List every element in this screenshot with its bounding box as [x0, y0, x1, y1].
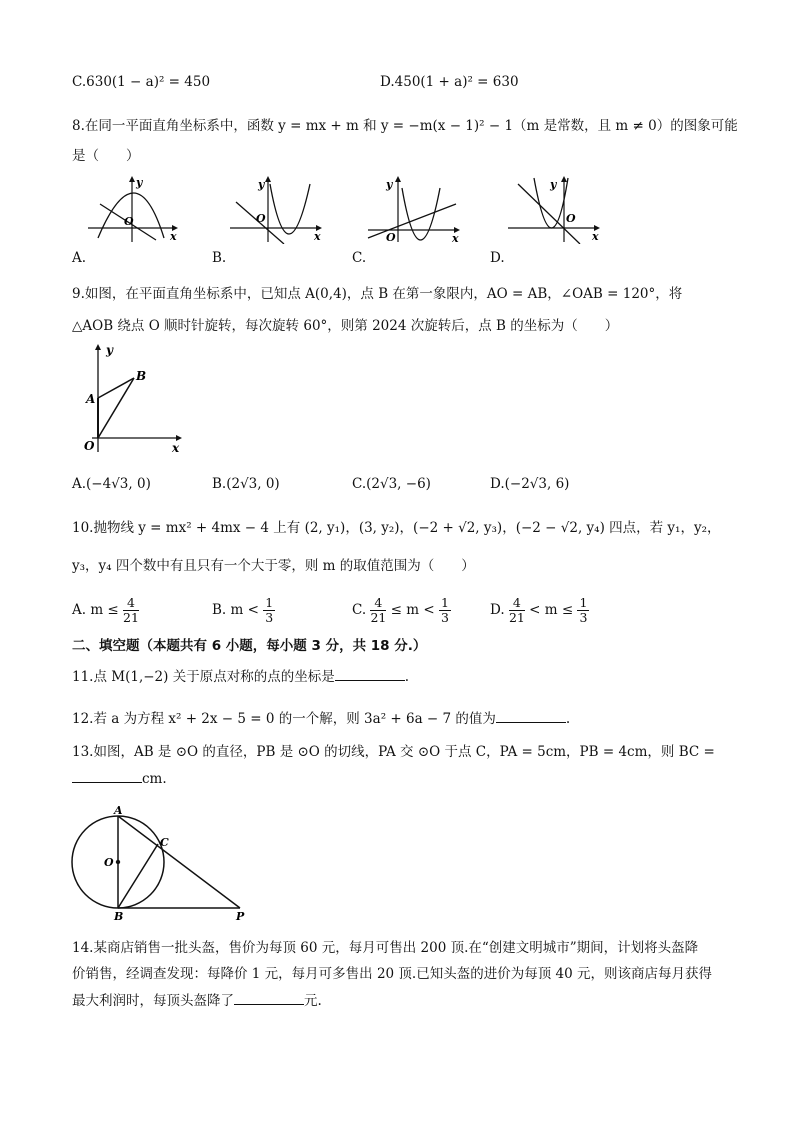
q13-stem-line1: 13.如图，AB 是 ⊙O 的直径，PB 是 ⊙O 的切线，PA 交 ⊙O 于点 C，PA = 5cm，PB = 4cm，则 BC =	[72, 744, 715, 760]
q14-stem-line1: 14.某商店销售一批头盔，售价为每顶 60 元，每月可售出 200 顶.在“创建文明城市”期间，计划将头盔降	[72, 940, 699, 956]
q9-a-label: A	[86, 392, 96, 406]
q10-option-a: A. m ≤ $\frac{4}{21}$	[72, 595, 139, 625]
q10-stem-line2: y₃，y₄ 四个数中有且只有一个大于零，则 m 的取值范围为（ ）	[72, 558, 475, 574]
q7-option-d: D.450(1 + a)² = 630	[380, 74, 519, 90]
q12-answer-blank[interactable]	[496, 708, 566, 723]
graph-d-y-label: y	[550, 178, 557, 191]
graph-c-x-label: x	[452, 232, 459, 244]
q11-answer-blank[interactable]	[335, 666, 405, 681]
graph-b-x-label: x	[314, 230, 321, 243]
q9-option-b: B.(2√3, 0)	[212, 476, 280, 492]
q8-graph-c	[364, 174, 464, 244]
graph-a-origin-label: O	[124, 215, 134, 228]
graph-c-y-label: y	[386, 178, 393, 191]
q10-option-d: D. $\frac{4}{21}$ < m ≤ $\frac{1}{3}$	[490, 595, 588, 625]
graph-a-x-label: x	[170, 230, 177, 243]
q12-stem: 12.若 a 为方程 x² + 2x − 5 = 0 的一个解，则 3a² + 6a − 7 的值为 .	[72, 708, 570, 729]
q9-y-label: y	[106, 343, 113, 357]
q9-option-c: C.(2√3, −6)	[352, 476, 431, 492]
q8-graph-d	[504, 174, 604, 244]
q9-option-a: A.(−4√3, 0)	[72, 476, 151, 492]
q14-stem-line2: 价销售，经调查发现：每降价 1 元，每月可多售出 20 顶.已知头盔的进价为每顶 40 元，则该商店每月获得	[72, 966, 712, 982]
q13-c-label: C	[160, 836, 169, 849]
q13-p-label: P	[236, 910, 245, 923]
graph-b-origin-label: O	[256, 212, 266, 225]
q14-stem-line3: 最大利润时，每顶头盔降了 元.	[72, 990, 322, 1011]
graph-d-x-label: x	[592, 230, 599, 243]
q13-stem-line2: cm.	[72, 768, 167, 789]
q11-stem: 11.点 M(1,−2) 关于原点对称的点的坐标是 .	[72, 666, 409, 687]
q9-option-d: D.(−2√3, 6)	[490, 476, 570, 492]
q8-graph-a	[84, 174, 180, 244]
q8-label-d: D.	[490, 250, 505, 266]
graph-b-y-label: y	[258, 178, 265, 191]
q7-option-c: C.630(1 − a)² = 450	[72, 74, 211, 90]
q8-stem-line2: 是（ ）	[72, 148, 140, 164]
q9-stem-line1: 9.如图，在平面直角坐标系中，已知点 A(0,4)，点 B 在第一象限内，AO = AB，∠OAB = 120°，将	[72, 286, 683, 302]
q13-answer-blank[interactable]	[72, 768, 142, 783]
q9-stem-line2: △AOB 绕点 O 顺时针旋转，每次旋转 60°，则第 2024 次旋转后，点 B 的坐标为（ ）	[72, 318, 619, 334]
graph-c-origin-label: O	[386, 231, 396, 244]
graph-d-origin-label: O	[566, 212, 576, 225]
q8-label-c: C.	[352, 250, 367, 266]
q13-a-label: A	[114, 804, 123, 817]
q10-option-c: C. $\frac{4}{21}$ ≤ m < $\frac{1}{3}$	[352, 595, 449, 625]
q9-figure	[76, 340, 186, 456]
q10-option-b: B. m < $\frac{1}{3}$	[212, 595, 274, 625]
graph-a-y-label: y	[136, 176, 143, 189]
q14-answer-blank[interactable]	[234, 990, 304, 1005]
section-2-title: 二、填空题（本题共有 6 小题，每小题 3 分，共 18 分.）	[72, 638, 427, 654]
q8-stem-line1: 8.在同一平面直角坐标系中，函数 y = mx + m 和 y = −m(x − 1)² − 1（m 是常数，且 m ≠ 0）的图象可能	[72, 118, 738, 134]
q8-graph-b	[226, 174, 326, 244]
q9-x-label: x	[172, 441, 180, 455]
q13-b-label: B	[114, 910, 124, 923]
q8-label-b: B.	[212, 250, 227, 266]
q10-stem-line1: 10.抛物线 y = mx² + 4mx − 4 上有 (2, y₁)，(3, y₂)，(−2 + √2, y₃)，(−2 − √2, y₄) 四点，若 y₁，y₂，	[72, 520, 721, 536]
q13-figure	[64, 804, 264, 924]
q13-o-label: O	[104, 856, 114, 869]
q9-b-label: B	[136, 369, 147, 383]
q8-label-a: A.	[72, 250, 87, 266]
q9-o-label: O	[84, 439, 95, 453]
